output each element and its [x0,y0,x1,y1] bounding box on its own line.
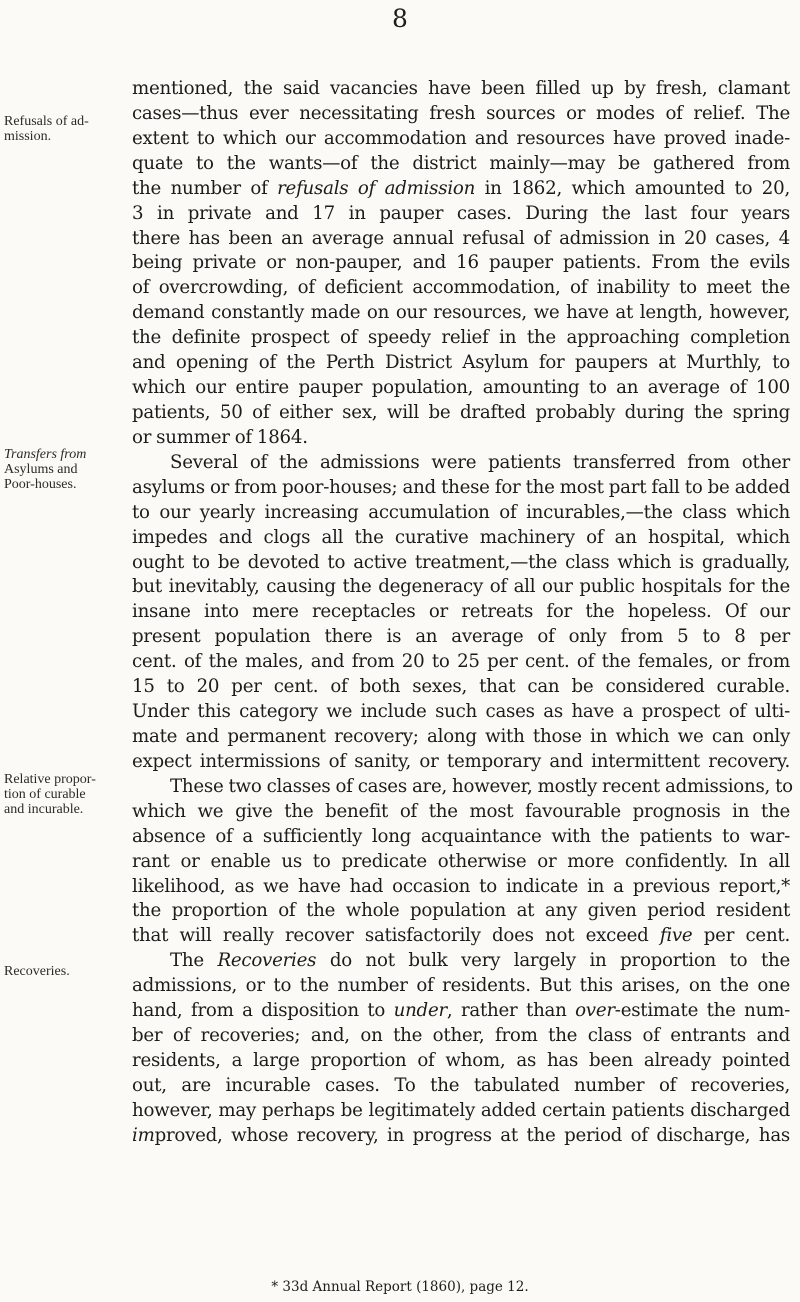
body-line: hand, from a disposition to under, rather than over-estimate the num- [132,1000,790,1022]
body-line: present population there is an average of only from 5 to 8 per [132,626,790,648]
body-line: cent. of the males, and from 20 to 25 per cent. of the females, or from [132,651,790,673]
body-line: patients, 50 of either sex, will be drafted probably during the spring [132,401,790,423]
body-line: mentioned, the said vacancies have been filled up by fresh, clamant [132,78,790,99]
body-line: demand constantly made on our resources, we have at length, however, [132,302,790,324]
page-number: 8 [392,4,408,33]
body-line: being private or non-pauper, and 16 pauper patients. From the evils [132,252,790,274]
body-line: which we give the benefit of the most favourable prognosis in the [132,800,790,822]
body-line: to our yearly increasing accumulation of incurables,—the class which [132,501,790,523]
body-line: and opening of the Perth District Asylum for paupers at Murthly, to [132,352,790,374]
body-line: likelihood, as we have had occasion to indicate in a previous report,* [132,875,790,897]
body-line: that will really recover satisfactorily does not exceed five per cent. [132,925,790,947]
body-line: improved, whose recovery, in progress at the period of discharge, has [132,1124,790,1146]
body-line: The Recoveries do not bulk very largely in proportion to the [170,950,790,972]
body-line: These two classes of cases are, however, mostly recent admissions, to [170,775,793,797]
margin-note-line: Relative propor- [4,772,96,787]
body-line: cases—thus ever necessitating fresh sources or modes of relief. The [132,102,790,124]
body-line: the definite prospect of speedy relief in the approaching completion [132,327,790,349]
body-text [132,77,793,1149]
margin-note-line: Poor-houses. [4,477,77,492]
margin-note-transfers [4,447,116,492]
body-line: Under this category we include such cases as have a prospect of ulti- [132,701,790,723]
body-line: Several of the admissions were patients transferred from other [170,451,790,473]
body-line: asylums or from poor-houses; and these for the most part fall to be added [132,476,790,498]
body-line: insane into mere receptacles or retreats for the hopeless. Of our [132,601,790,623]
margin-note-refusals [4,114,116,144]
body-line: extent to which our accommodation and resources have proved inade- [132,127,790,149]
margin-note-line: and incurable. [4,802,84,817]
body-line: or summer of 1864. [132,426,308,448]
body-line: absence of a sufficiently long acquaintance with the patients to war- [132,825,790,847]
body-line: out, are incurable cases. To the tabulated number of recoveries, [132,1074,790,1096]
body-line: there has been an average annual refusal of admission in 20 cases, 4 [132,227,790,249]
body-line: 3 in private and 17 in pauper cases. During the last four years [132,202,790,224]
margin-note-line: Refusals of ad- [4,114,89,129]
body-line: mate and permanent recovery; along with those in which we can only [132,725,790,747]
body-line: of overcrowding, of deficient accommodation, of inability to meet the [132,277,790,299]
body-line: the number of refusals of admission in 1862, which amounted to 20, [132,177,790,199]
body-line: ought to be devoted to active treatment,—the class which is gradually, [132,551,790,573]
body-line: rant or enable us to predicate otherwise or more confidently. In all [132,850,790,872]
body-line: however, may perhaps be legitimately added certain patients discharged [132,1099,790,1121]
margin-note-line: Recoveries. [4,964,70,979]
body-line: impedes and clogs all the curative machinery of an hospital, which [132,526,790,548]
body-line: expect intermissions of sanity, or temporary and intermittent recovery. [132,750,790,772]
body-line: which our entire pauper population, amounting to an average of 100 [132,377,790,399]
body-line: the proportion of the whole population at any given period resident [132,900,790,922]
footnote: * 33d Annual Report (1860), page 12. [271,1279,529,1295]
body-line: ber of recoveries; and, on the other, from the class of entrants and [132,1025,790,1047]
margin-note-line: Transfers from [4,447,87,462]
margin-note-line: tion of curable [4,787,86,802]
body-line: but inevitably, causing the degeneracy of all our public hospitals for the [132,576,790,598]
body-line: residents, a large proportion of whom, as has been already pointed [132,1049,790,1071]
margin-note-recoveries [4,964,116,979]
margin-note-proportion [4,772,116,817]
body-line: quate to the wants—of the district mainly—may be gathered from [132,152,790,174]
margin-note-line: Asylums and [4,462,78,477]
body-line: 15 to 20 per cent. of both sexes, that can be considered curable. [132,676,790,698]
body-line: admissions, or to the number of residents. But this arises, on the one [132,975,790,997]
margin-note-line: mission. [4,129,52,144]
